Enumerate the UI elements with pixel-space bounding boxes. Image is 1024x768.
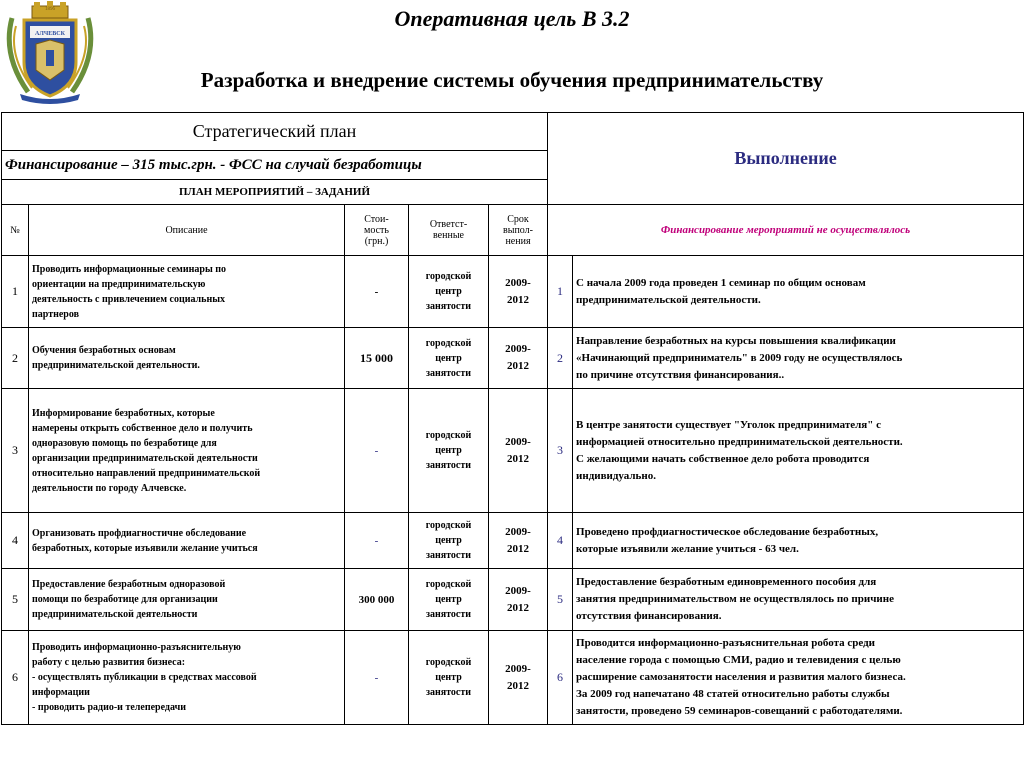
result-num: 5: [548, 569, 573, 631]
row-num: 1: [2, 256, 29, 328]
row-result: С начала 2009 года проведен 1 семинар по общим основам предпринимательской деятельности.: [573, 256, 1024, 328]
row-num: 3: [2, 389, 29, 513]
row-cost: 300 000: [345, 569, 409, 631]
result-num: 3: [548, 389, 573, 513]
row-term: 2009- 2012: [489, 389, 548, 513]
emblem-city-text: АЛЧЕВСК: [35, 31, 65, 37]
result-num: 6: [548, 631, 573, 725]
row-desc: Обучения безработных основам предпринимательской деятельности.: [29, 328, 345, 389]
row-result: Предоставление безработным единовременного пособия для занятия предпринимательством не осуществлялось по причине отсутствия финансирования.: [573, 569, 1024, 631]
row-term: 2009- 2012: [489, 513, 548, 569]
row-cost: -: [345, 256, 409, 328]
strategic-plan-header: Стратегический план: [2, 113, 548, 151]
row-result: В центре занятости существует "Уголок предпринимателя" с информацией относительно предпринимательской деятельности. С желающими начать собственное дело робота проводится индивидуально.: [573, 389, 1024, 513]
row-num: 4: [2, 513, 29, 569]
row-num: 5: [2, 569, 29, 631]
row-term: 2009- 2012: [489, 256, 548, 328]
row-desc: Организовать профдиагностичне обследование безработных, которые изъявили желание учиться: [29, 513, 345, 569]
col-desc-header: Описание: [29, 205, 345, 256]
execution-header: Выполнение: [548, 113, 1024, 205]
plan-title: ПЛАН МЕРОПРИЯТИЙ – ЗАДАНИЙ: [2, 180, 548, 205]
table-row: [2, 513, 1024, 569]
row-resp: городской центр занятости: [409, 256, 489, 328]
row-resp: городской центр занятости: [409, 569, 489, 631]
table-row: [2, 389, 1024, 513]
result-num: 2: [548, 328, 573, 389]
table-row: [2, 256, 1024, 328]
result-num: 1: [548, 256, 573, 328]
row-cost: -: [345, 513, 409, 569]
row-num: 2: [2, 328, 29, 389]
table-row: [2, 328, 1024, 389]
row-cost: -: [345, 631, 409, 725]
financing-row: Финансирование – 315 тыс.грн. - ФСС на случай безработицы: [2, 151, 548, 180]
col-num-header: №: [2, 205, 29, 256]
row-resp: городской центр занятости: [409, 389, 489, 513]
row-resp: городской центр занятости: [409, 513, 489, 569]
row-desc: Информирование безработных, которые намерены открыть собственное дело и получить одноразовую помощь по безработице для организации предпринимательской деятельности относительно направлений предпринимательской деятельности по городу Алчевске.: [29, 389, 345, 513]
row-resp: городской центр занятости: [409, 631, 489, 725]
col-cost-header: Стои- мость (грн.): [345, 205, 409, 256]
page-title: Оперативная цель В 3.2: [394, 6, 630, 31]
emblem-year: 1896: [45, 7, 55, 12]
row-resp: городской центр занятости: [409, 328, 489, 389]
col-resp-header: Ответст- венные: [409, 205, 489, 256]
row-desc: Проводить информационно-разъяснительную работу с целью развития бизнеса: - осуществлять публикации в средствах массовой информации - проводить радио-и телепередачи: [29, 631, 345, 725]
plan-table: [1, 112, 1024, 725]
col-term-header: Срок выпол- нения: [489, 205, 548, 256]
row-term: 2009- 2012: [489, 328, 548, 389]
result-num: 4: [548, 513, 573, 569]
row-num: 6: [2, 631, 29, 725]
row-result: Направление безработных на курсы повышения квалификации «Начинающий предприниматель" в 2009 году не осуществлялось по причине отсутствия финансирования..: [573, 328, 1024, 389]
row-term: 2009- 2012: [489, 569, 548, 631]
table-row: [2, 569, 1024, 631]
row-result: Проводится информационно-разъяснительная робота среди население города с помощью СМИ, радио и телевидения с целью расширение самозанятости населения и развития малого бизнеса. За 2009 год напечатано 48 статей относительно работы службы занятости, проведено 59 семинаров-совещаний с работодателями.: [573, 631, 1024, 725]
financing-note: Финансирование мероприятий не осуществлялось: [548, 205, 1024, 256]
row-cost: -: [345, 389, 409, 513]
row-desc: Проводить информационные семинары по ориентации на предпринимательскую деятельность с привлечением социальных партнеров: [29, 256, 345, 328]
row-desc: Предоставление безработным одноразовой помощи по безработице для организации предпринимательской деятельности: [29, 569, 345, 631]
row-term: 2009- 2012: [489, 631, 548, 725]
page-subtitle: Разработка и внедрение системы обучения предпринимательству: [200, 68, 824, 92]
row-cost: 15 000: [345, 328, 409, 389]
table-row: [2, 631, 1024, 725]
row-result: Проведено профдиагностическое обследование безработных, которые изъявили желание учиться - 63 чел.: [573, 513, 1024, 569]
